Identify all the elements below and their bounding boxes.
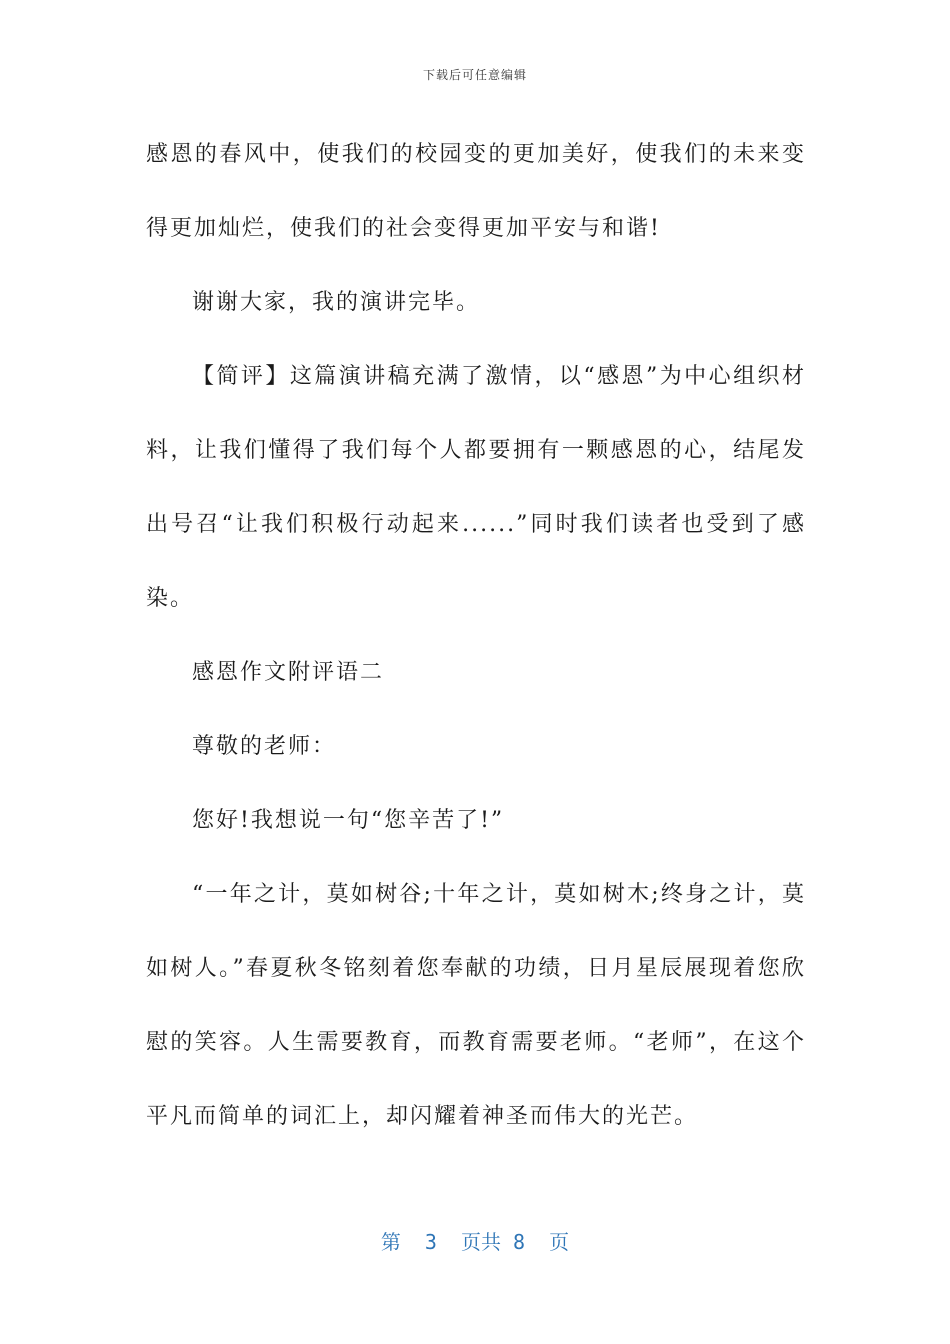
document-body	[146, 118, 806, 1154]
page-header: 下载后可任意编辑	[422, 68, 527, 82]
section-title: 感恩作文附评语二	[192, 660, 385, 685]
paragraph-greeting: 您好!我想说一句“您辛苦了!”	[192, 808, 505, 833]
page-number-footer: 第 3 页共 8 页	[380, 1230, 570, 1254]
paragraph-review: 【简评】这篇演讲稿充满了激情，以“感恩”为中心组织材料，让我们懂得了我们每个人都要拥有一颗感恩的心，结尾发出号召“让我们积极行动起来......”同时我们读者也受到了感染。	[146, 364, 806, 611]
paragraph-continuation: 感恩的春风中，使我们的校园变的更加美好，使我们的未来变得更加灿烂，使我们的社会变得更加平安与和谐!	[146, 142, 806, 241]
paragraph-salutation: 尊敬的老师：	[192, 734, 337, 759]
paragraph-body: “一年之计，莫如树谷;十年之计，莫如树木;终身之计，莫如树人。”春夏秋冬铭刻着您奉献的功绩，日月星辰展现着您欣慰的笑容。人生需要教育，而教育需要老师。“老师”，在这个平凡而简单的词汇上，却闪耀着神圣而伟大的光芒。	[146, 882, 806, 1129]
paragraph-thanks: 谢谢大家，我的演讲完毕。	[192, 290, 481, 315]
